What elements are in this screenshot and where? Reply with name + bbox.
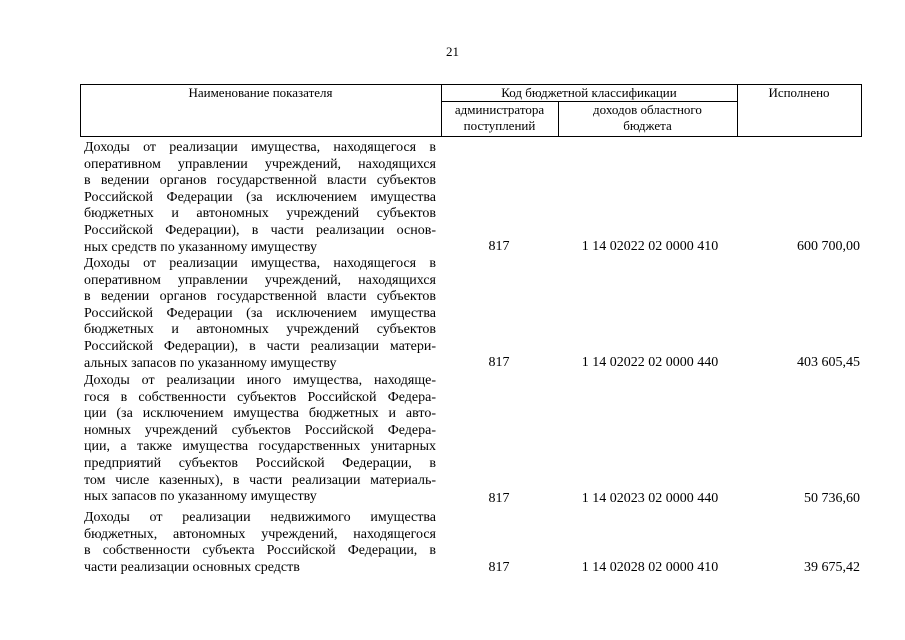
executed-amount: 600 700,00 — [797, 239, 860, 254]
description-line: ции, а также имущества государственных унитарных — [84, 439, 436, 455]
description-line: предприятий субъектов Российской Федерации, в — [84, 455, 436, 471]
row-description — [84, 373, 436, 506]
table-header — [80, 84, 862, 136]
description-line: бюджетных и автономных учреждений субъектов — [84, 322, 436, 338]
executed-amount: 50 736,60 — [804, 491, 860, 506]
budget-code: 1 14 02022 02 0000 440 — [581, 355, 719, 370]
description-line: Российской Федерации), в части реализации матери- — [84, 338, 436, 354]
admin-code: 817 — [488, 560, 510, 575]
header-code-group: Код бюджетной классификации — [501, 85, 677, 100]
description-line: Доходы от реализации недвижимого имущества — [84, 510, 436, 525]
description-line: ции (за исключением имущества бюджетных и авто- — [84, 406, 436, 422]
budget-code: 1 14 02028 02 0000 410 — [581, 560, 719, 575]
description-line: Доходы от реализации имущества, находящегося в — [84, 140, 436, 155]
description-line: в ведении органов государственной власти субъектов — [84, 173, 436, 189]
description-line: ных средств по указанному имуществу — [84, 239, 317, 255]
executed-amount: 39 675,42 — [804, 560, 860, 575]
description-line: бюджетных и автономных учреждений субъектов — [84, 206, 436, 222]
description-line: ных запасов по указанному имуществу — [84, 489, 317, 505]
admin-code: 817 — [488, 239, 510, 254]
description-line: бюджетных, автономных учреждений, находящегося — [84, 526, 436, 542]
header-income-line2: бюджета — [623, 118, 672, 133]
description-line: Российской Федерации (за исключением имущества — [84, 189, 436, 205]
admin-code: 817 — [488, 355, 510, 370]
row-description — [84, 256, 436, 372]
header-name-column: Наименование показателя — [188, 85, 333, 100]
description-line: альных запасов по указанному имуществу — [84, 355, 337, 371]
description-line: Доходы от реализации иного имущества, находяще- — [84, 373, 436, 388]
description-line: номных учреждений субъектов Российской Федера- — [84, 422, 436, 438]
description-line: том числе казенных), в части реализации материаль- — [84, 472, 436, 488]
description-line: Российской Федерации), в части реализации основ- — [84, 222, 436, 238]
budget-code: 1 14 02023 02 0000 440 — [581, 491, 719, 506]
description-line: оперативном управлении учреждений, находящихся — [84, 272, 436, 288]
row-description — [84, 140, 436, 256]
description-line: Российской Федерации (за исключением имущества — [84, 305, 436, 321]
admin-code: 817 — [488, 491, 510, 506]
header-bottom-border — [80, 136, 862, 137]
description-line: в собственности субъекта Российской Федерации, в — [84, 543, 436, 559]
header-admin-line2: поступлений — [463, 118, 536, 133]
executed-amount: 403 605,45 — [797, 355, 860, 370]
description-line: части реализации основных средств — [84, 559, 300, 575]
row-description — [84, 510, 436, 576]
header-admin-column — [441, 102, 558, 134]
description-line: в ведении органов государственной власти субъектов — [84, 289, 436, 305]
description-line: оперативном управлении учреждений, находящихся — [84, 156, 436, 172]
page-number: 21 — [446, 44, 459, 59]
header-right-border — [861, 84, 862, 136]
budget-code: 1 14 02022 02 0000 410 — [581, 239, 719, 254]
header-income-line1: доходов областного — [593, 102, 702, 117]
header-executed-column: Исполнено — [768, 85, 830, 100]
description-line: гося в собственности субъектов Российской Федера- — [84, 389, 436, 405]
header-income-column — [558, 102, 737, 134]
header-admin-line1: администратора — [454, 102, 545, 117]
description-line: Доходы от реализации имущества, находящегося в — [84, 256, 436, 271]
